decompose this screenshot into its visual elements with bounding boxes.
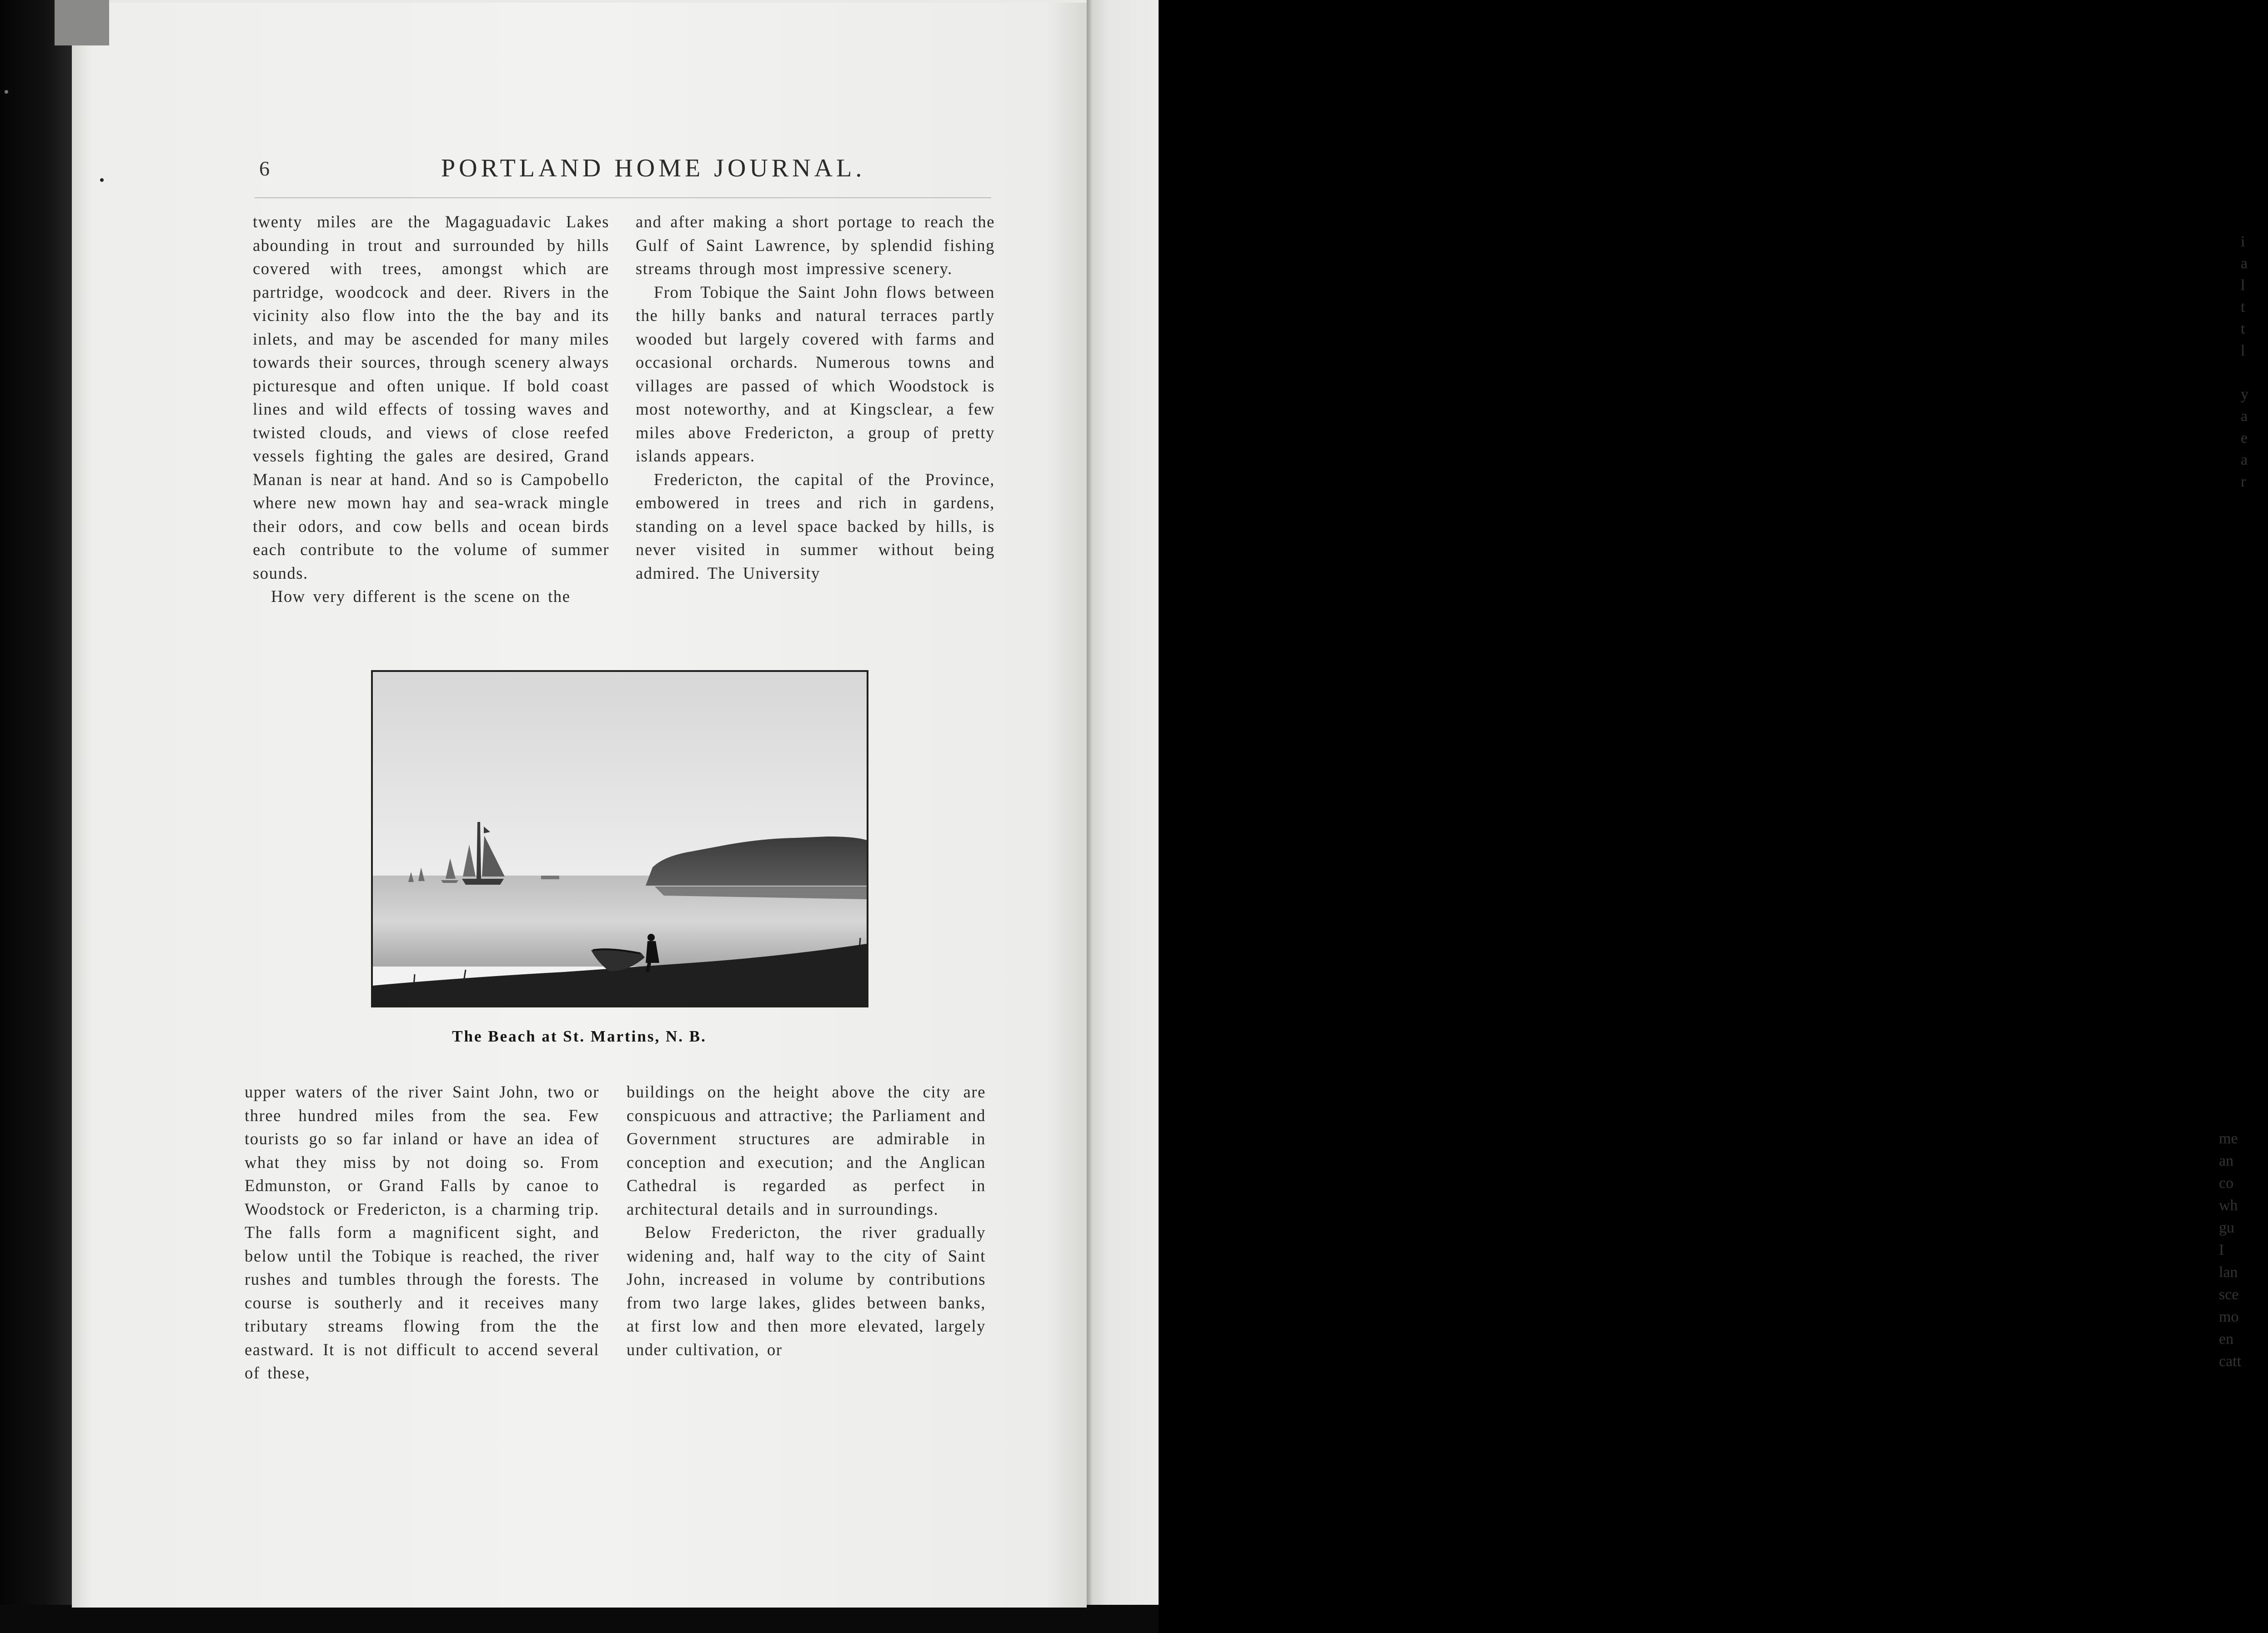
text-column-top-left <box>253 210 609 608</box>
page-number: 6 <box>259 157 271 180</box>
edge-fragment: i <box>2241 233 2245 250</box>
paragraph: Fredericton, the capital of the Province, embowered in trees and rich in gardens, standing on a level space backed by hills, is never visited in summer without being admired. The University <box>636 470 995 582</box>
edge-fragment: lan <box>2219 1264 2238 1281</box>
text-column-bottom-left <box>245 1080 599 1385</box>
edge-fragment: r <box>2241 473 2246 490</box>
paragraph: How very different is the scene on the <box>271 587 571 606</box>
scan-backdrop-left <box>0 0 77 1633</box>
edge-fragment: y <box>2241 386 2248 403</box>
edge-fragment: sce <box>2219 1286 2239 1303</box>
beach-photograph <box>371 670 868 1007</box>
edge-fragment: gu <box>2219 1219 2234 1236</box>
text-column-bottom-right <box>627 1080 986 1361</box>
paragraph: Below Fredericton, the river gradually widening and, half way to the city of Saint John, increased in volume by contributions from two large lakes, glides between banks, at first low and then more elevated, largely under cultivation, or <box>627 1223 986 1359</box>
edge-fragment: me <box>2219 1130 2238 1147</box>
edge-fragment <box>2241 362 2268 384</box>
edge-fragment: t <box>2241 299 2245 316</box>
adjacent-page-text-lower <box>2219 1127 2246 1373</box>
edge-fragment: mo <box>2219 1308 2239 1325</box>
edge-fragment: a <box>2241 255 2248 272</box>
edge-fragment: I <box>2219 1242 2224 1258</box>
paragraph: From Tobique the Saint John flows between the hilly banks and natural terraces partly wooded but largely covered with farms and occasional orchards. Numerous towns and villages are passed of which Woodstock is most noteworthy, and at Kingsclear, a few miles above Fredericton, a group of pretty islands appears. <box>636 282 995 465</box>
edge-fragment: l <box>2241 277 2245 294</box>
edge-fragment: l <box>2241 342 2245 359</box>
edge-fragment: a <box>2241 408 2248 425</box>
header-rule <box>255 197 991 198</box>
edge-fragment: an <box>2219 1152 2234 1169</box>
scan-speck <box>100 178 104 182</box>
journal-title: PORTLAND HOME JOURNAL. <box>441 154 866 182</box>
page-header <box>259 154 991 185</box>
edge-fragment: wh <box>2219 1197 2238 1214</box>
adjacent-page-text-upper <box>2241 231 2268 493</box>
edge-fragment: t <box>2241 321 2245 337</box>
edge-fragment: catt <box>2219 1353 2242 1370</box>
adjacent-page-edge <box>1087 0 2248 1633</box>
edge-fragment: en <box>2219 1331 2234 1347</box>
scan-backdrop-bottom <box>0 1605 1159 1633</box>
paragraph: and after making a short portage to reach the Gulf of Saint Lawrence, by splendid fishing streams through most impressive scenery. <box>636 212 995 278</box>
paragraph: upper waters of the river Saint John, two or three hundred miles from the sea. Few tourists go so far inland or have an idea of what they miss by not doing so. From Edmunston, or Grand Falls by canoe to Woodstock or Fredericton, is a charming trip. The falls form a magnificent sight, and below until the Tobique is reached, the river rushes and tumbles through the forests. The course is southerly and it receives many tributary streams flowing from the the eastward. It is not difficult to accend several of these, <box>245 1082 599 1382</box>
photo-caption: The Beach at St. Martins, N. B. <box>452 1027 707 1045</box>
scan-speck <box>5 90 8 94</box>
paragraph: twenty miles are the Magaguadavic Lakes abounding in trout and surrounded by hills covered with trees, amongst which are partridge, woodcock and deer. Rivers in the vicinity also flow into the the bay and its inlets, and may be ascended for many miles towards their sources, through scenery always picturesque and often unique. If bold coast lines and wild effects of tossing waves and twisted clouds, and views of close reefed vessels fighting the gales are desired, Grand Manan is near at hand. And so is Campobello where new mown hay and sea-wrack mingle their odors, and cow bells and ocean birds each contribute to the volume of summer sounds. <box>253 212 609 582</box>
page-corner-shadow <box>55 0 109 45</box>
paragraph: buildings on the height above the city are conspicuous and attractive; the Parliament and Government structures are admirable in conception and execution; and the Anglican Cathedral is regarded as perfect in architectural details and in surroundings. <box>627 1082 986 1218</box>
edge-fragment: e <box>2241 430 2248 446</box>
edge-fragment: a <box>2241 451 2248 468</box>
edge-fragment: co <box>2219 1175 2234 1192</box>
text-column-top-right <box>636 210 995 585</box>
beach-scene-illustration <box>373 672 867 1006</box>
distant-pier <box>541 876 559 879</box>
